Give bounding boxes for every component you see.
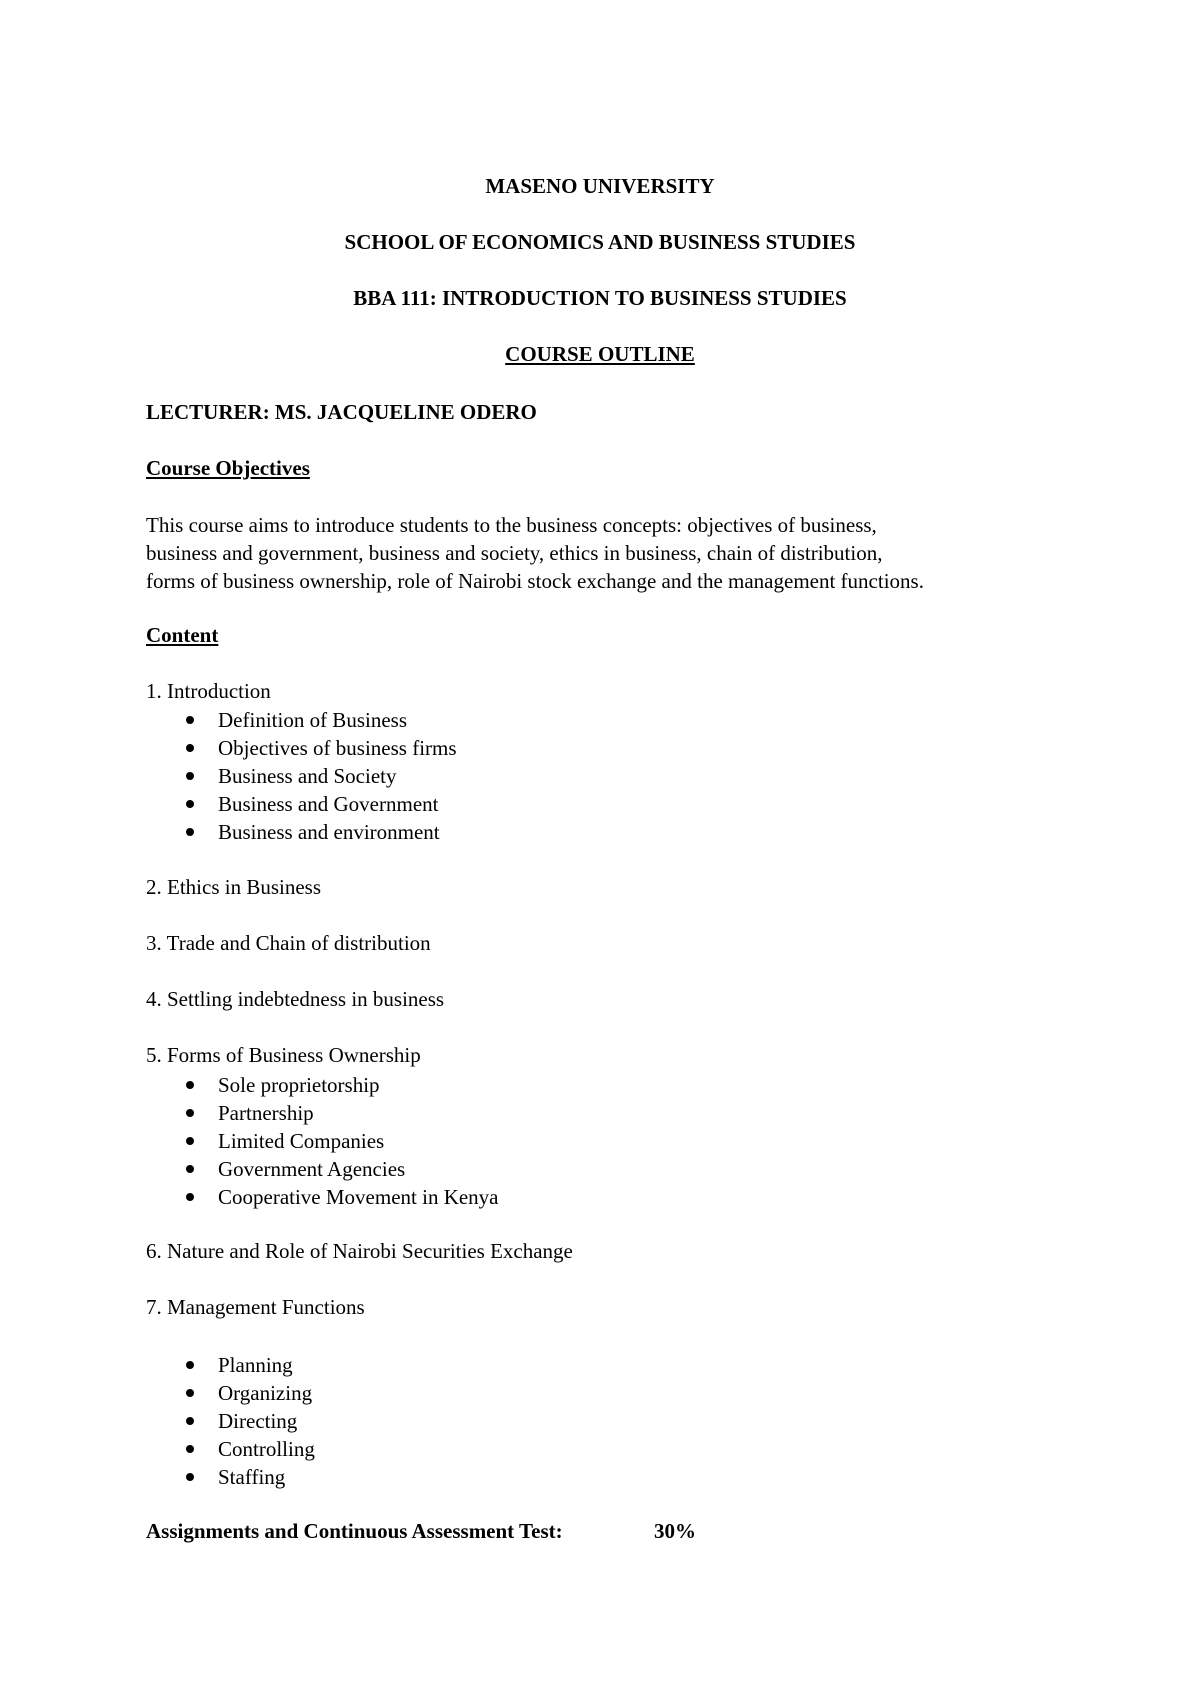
university-name: MASENO UNIVERSITY [485, 174, 715, 198]
bullet-icon [186, 1109, 194, 1117]
bullet-icon [186, 1389, 194, 1397]
bullet-icon [186, 1193, 194, 1201]
bullet-icon [186, 1445, 194, 1453]
bullet-icon [186, 1165, 194, 1173]
bullet-icon [186, 772, 194, 780]
document-page: MASENO UNIVERSITY SCHOOL OF ECONOMICS AND BUSINESS STUDIES BBA 111: INTRODUCTION TO BUSINESS STUDIES COURSE OUTLINE LECTURER: MS. JACQUELINE ODERO Course Objectives This course aims to introduce students to the business concepts: objectives of business, business and government, business and society, ethics in business, chain of distribution, forms of business ownership, role of Nairobi stock exchange and the management functions. Content 1. Introduction Definition of Business Objectives of business firms Business and Society Business and Government Business and environment 2. Ethics in Business 3. Trade and Chain of distribution 4. Settling indebtedness in business 5. Forms of Business Ownership Sole proprietorship Partnership Limited Companies Government Agencies Cooperative Movement in Kenya 6. Nature and Role of Nairobi Securities Exchange 7. Management Functions Planning Organizing Directing Controlling Staffing Assignments and Continuous Assessment Test: 30% [0, 0, 1200, 1698]
section-title: 1. Introduction [146, 679, 271, 703]
bullet-icon [186, 1081, 194, 1089]
bullet-icon [186, 1473, 194, 1481]
course-title: BBA 111: INTRODUCTION TO BUSINESS STUDIES [353, 286, 847, 310]
bullet-icon [186, 1361, 194, 1369]
bullet-icon [186, 828, 194, 836]
section-title: 7. Management Functions [146, 1295, 365, 1319]
objectives-line: This course aims to introduce students to the business concepts: objectives of business, [146, 513, 877, 537]
course-outline-heading: COURSE OUTLINE [505, 342, 695, 366]
objectives-paragraph [146, 511, 1106, 595]
bullet-icon [186, 800, 194, 808]
section-title: 5. Forms of Business Ownership [146, 1043, 421, 1067]
section-title: 3. Trade and Chain of distribution [146, 931, 431, 955]
assessment-value: 30% [654, 1519, 696, 1543]
objectives-line: business and government, business and society, ethics in business, chain of distribution, [146, 541, 883, 565]
bullet-icon [186, 744, 194, 752]
lecturer-line: LECTURER: MS. JACQUELINE ODERO [146, 400, 537, 424]
section-title: 4. Settling indebtedness in business [146, 987, 445, 1011]
assessment-label: Assignments and Continuous Assessment Test: [146, 1519, 563, 1543]
section-title: 6. Nature and Role of Nairobi Securities Exchange [146, 1239, 573, 1263]
bullet-icon [186, 716, 194, 724]
objectives-line: forms of business ownership, role of Nairobi stock exchange and the management functions. [146, 569, 924, 593]
content-heading: Content [146, 623, 219, 647]
objectives-heading: Course Objectives [146, 456, 310, 480]
bullet-icon [186, 1137, 194, 1145]
school-name: SCHOOL OF ECONOMICS AND BUSINESS STUDIES [344, 230, 856, 254]
bullet-icon [186, 1417, 194, 1425]
section-title: 2. Ethics in Business [146, 875, 322, 899]
